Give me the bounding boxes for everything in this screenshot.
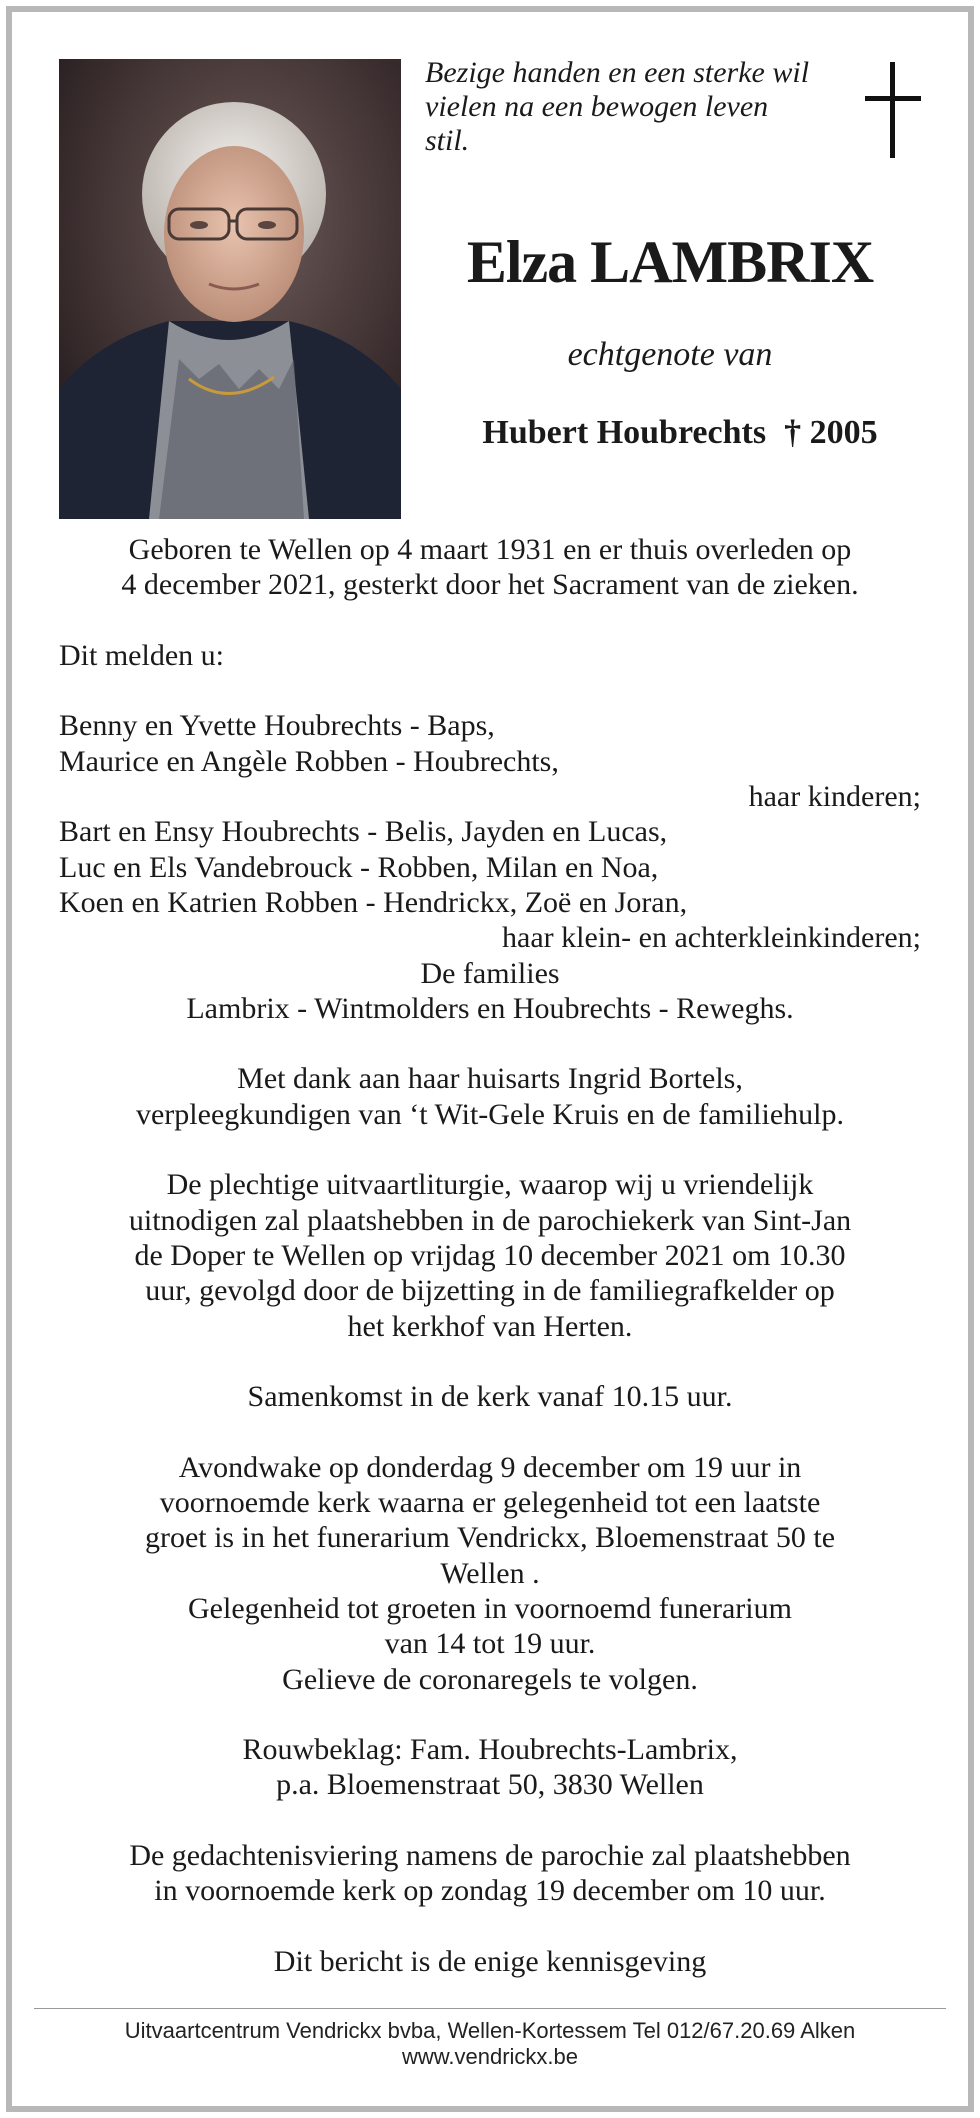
wake-line: voornoemde kerk waarna er gelegenheid tot een laatste (159, 1486, 821, 1520)
deceased-name: Elza LAMBRIX (466, 229, 874, 295)
grandchildren-label: haar klein- en achterkleinkinderen; (502, 921, 921, 955)
spouse-death-year: † 2005 (784, 414, 878, 451)
child-line: Benny en Yvette Houbrechts - Baps, (59, 709, 495, 743)
verse-line: vielen na een bewogen leven (425, 90, 769, 123)
thanks-line: Met dank aan haar huisarts Ingrid Bortels, (237, 1062, 743, 1096)
condolences-line: p.a. Bloemenstraat 50, 3830 Wellen (276, 1768, 704, 1802)
spouse-name: Hubert Houbrechts (482, 414, 767, 451)
funeral-line: uitnodigen zal plaatshebben in de parochiekerk van Sint-Jan (128, 1203, 852, 1237)
grandchild-line: Bart en Ensy Houbrechts - Belis, Jayden en Lucas, (59, 815, 668, 849)
memorial-line: in voornoemde kerk op zondag 19 december om 10 uur. (154, 1874, 826, 1908)
condolences-line: Rouwbeklag: Fam. Houbrechts-Lambrix, (242, 1733, 738, 1767)
birth-line: Geboren te Wellen op 4 maart 1931 en er thuis overleden op (128, 533, 852, 566)
families-label: De families (420, 956, 560, 990)
wake-line: Avondwake op donderdag 9 december om 19 uur in (178, 1450, 802, 1484)
grandchild-line: Luc en Els Vandebrouck - Robben, Milan en Noa, (59, 850, 659, 884)
footer-divider (34, 2008, 946, 2009)
wake-line: Gelegenheid tot groeten in voornoemd funerarium (188, 1591, 792, 1625)
children-label: haar kinderen; (748, 780, 921, 814)
spouse-line (420, 414, 940, 452)
child-line: Maurice en Angèle Robben - Houbrechts, (59, 744, 559, 778)
verse-line: stil. (425, 124, 470, 157)
wake-line: van 14 tot 19 uur. (384, 1627, 596, 1661)
families-line: Lambrix - Wintmolders en Houbrechts - Reweghs. (186, 991, 794, 1025)
footer (34, 2018, 946, 2070)
cross-icon (865, 62, 921, 158)
wake-line: groet is in het funerarium Vendrickx, Bloemenstraat 50 te (144, 1521, 836, 1555)
footer-website: www.vendrickx.be (401, 2044, 579, 2069)
verse-line: Bezige handen en een sterke wil (425, 56, 810, 89)
notice-line: Dit bericht is de enige kennisgeving (273, 1944, 707, 1978)
verse (425, 56, 845, 158)
grandchild-line: Koen en Katrien Robben - Hendrickx, Zoë en Joran, (59, 885, 688, 919)
funeral-line: de Doper te Wellen op vrijdag 10 december 2021 om 10.30 (134, 1238, 846, 1272)
wake-line: Gelieve de coronaregels te volgen. (282, 1662, 698, 1696)
birth-line: 4 december 2021, gesterkt door het Sacrament van de zieken. (121, 568, 859, 602)
gathering-line: Samenkomst in de kerk vanaf 10.15 uur. (247, 1380, 733, 1414)
memorial-line: De gedachtenisviering namens de parochie zal plaatshebben (129, 1838, 851, 1872)
funeral-line: het kerkhof van Herten. (347, 1309, 633, 1343)
footer-company: Uitvaartcentrum Vendrickx bvba, Wellen-Kortessem Tel 012/67.20.69 Alken (124, 2018, 856, 2043)
thanks-line: verpleegkundigen van ‘t Wit-Gele Kruis en de familiehulp. (135, 1097, 845, 1131)
funeral-line: uur, gevolgd door de bijzetting in de familiegrafkelder op (145, 1274, 835, 1308)
announcement-body (59, 532, 921, 1979)
funeral-line: De plechtige uitvaartliturgie, waarop wij u vriendelijk (166, 1168, 814, 1202)
relation-label: echtgenote van (567, 336, 773, 373)
portrait-photo (59, 59, 401, 519)
wake-line: Wellen . (440, 1556, 540, 1590)
announce-line: Dit melden u: (59, 638, 224, 672)
